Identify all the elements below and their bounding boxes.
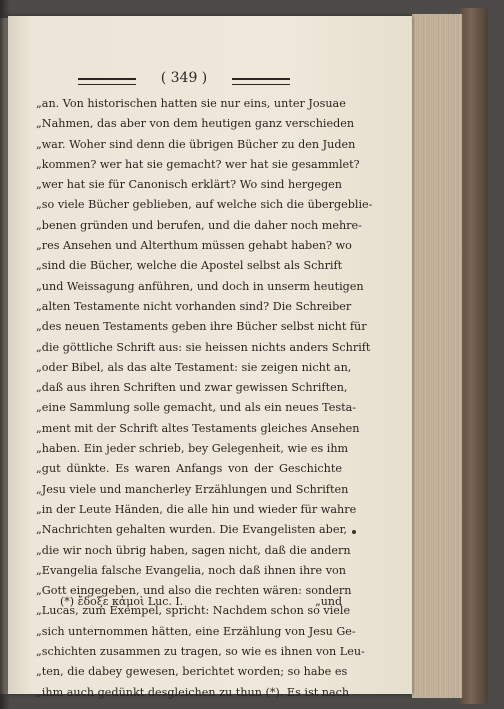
text-line: „war. Woher sind denn die übrigen Bücher zu den Juden — [36, 137, 356, 151]
text-line: „res Ansehen und Alterthum müssen gehabt haben? wo — [36, 239, 352, 253]
text-line: „Nachrichten gehalten wurden. Die Evangelisten aber, — [36, 523, 348, 537]
footnote: (*) ἔδοξε κἀμοὶ Luc. I. — [60, 595, 184, 608]
text-line: „die wir noch übrig haben, sagen nicht, daß die andern — [36, 543, 351, 557]
text-line: „Evangelia falsche Evangelia, noch daß ihnen ihre von — [36, 563, 346, 577]
text-line: „sich unternommen hätten, eine Erzählung von Jesu Ge- — [36, 624, 356, 638]
text-line: „so viele Bücher geblieben, auf welche sich die übergeblie- — [36, 198, 373, 212]
text-line: „Jesu viele und mancherley Erzählungen und Schriften — [36, 482, 349, 496]
text-line: „oder Bibel, als das alte Testament: sie zeigen nicht an, — [36, 360, 352, 374]
page-block-edges — [412, 14, 464, 698]
text-line: „ment mit der Schrift altes Testaments gleiches Ansehen — [36, 421, 360, 435]
text-line: „gut dünkte. Es waren Anfangs von der Geschichte — [36, 462, 342, 476]
text-line: „haben. Ein jeder schrieb, bey Gelegenheit, wie es ihm — [36, 442, 349, 456]
text-line: „und Weissagung anführen, und doch in unserm heutigen — [36, 279, 364, 293]
text-line: „schichten zusammen zu tragen, so wie es ihnen von Leu- — [36, 645, 365, 659]
page-number: ( 349 ) — [160, 70, 208, 86]
text-line: „wer hat sie für Canonisch erklärt? Wo sind hergegen — [36, 178, 342, 192]
text-line: „ten, die dabey gewesen, berichtet worden; so habe es — [36, 665, 348, 679]
text-line: „kommen? wer hat sie gemacht? wer hat sie gesammlet? — [36, 157, 360, 171]
header-rule-right — [232, 78, 290, 85]
book-cover — [460, 8, 488, 704]
text-line: „eine Sammlung solle gemacht, und als ein neues Testa- — [36, 401, 357, 415]
text-line: „in der Leute Händen, die alle hin und wieder für wahre — [36, 502, 357, 516]
text-line: „ihm auch gedünkt desgleichen zu thun (*). Es ist nach — [36, 685, 350, 699]
text-line: „Gott eingegeben, und also die rechten wären: sondern — [36, 584, 352, 598]
text-line: „des neuen Testaments geben ihre Bücher selbst nicht für — [36, 320, 367, 334]
text-line: „an. Von historischen hatten sie nur eins, unter Josuae — [36, 97, 346, 110]
text-line: „Nahmen, das aber von dem heutigen ganz verschieden — [36, 117, 355, 131]
catchword: „und — [315, 595, 342, 608]
page-header — [78, 68, 290, 90]
body-text — [36, 94, 373, 703]
ink-speck — [352, 530, 356, 534]
text-line: „sind die Bücher, welche die Apostel selbst als Schrift — [36, 259, 343, 273]
text-line: „alten Testamente nicht vorhanden sind? Die Schreiber — [36, 299, 352, 313]
text-line: „daß aus ihren Schriften und zwar gewissen Schriften, — [36, 381, 348, 395]
text-line: „benen gründen und berufen, und die daher noch mehre- — [36, 218, 362, 232]
text-line: „Lucas, zum Exempel, spricht: Nachdem schon so viele — [36, 604, 351, 618]
text-line: „die göttliche Schrift aus: sie heissen nichts anders Schrift — [36, 340, 371, 354]
